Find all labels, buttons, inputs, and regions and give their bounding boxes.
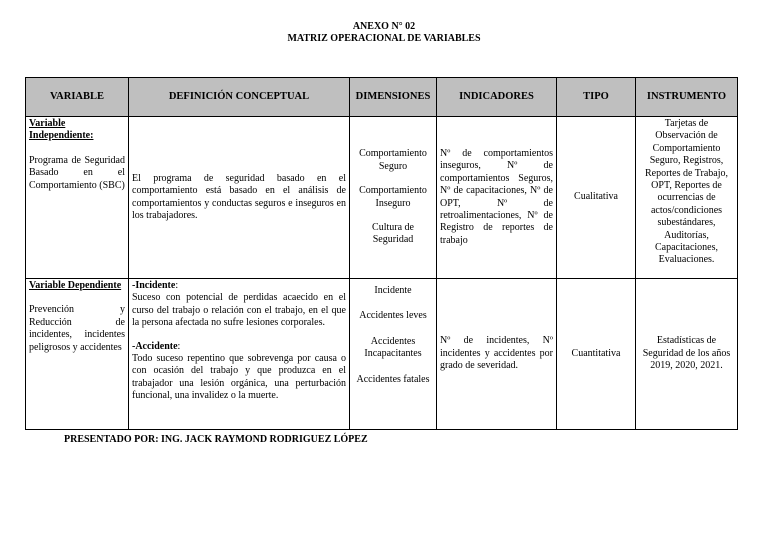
dimensions-cell xyxy=(350,279,437,430)
incident-definition-text: Suceso con potencial de perdidas acaecido en el curso del trabajo o relación con el trabajo, en el que la persona afectada no sufre lesiones corporales. xyxy=(132,292,346,329)
variable-cell xyxy=(26,279,129,430)
dimension-item: Comportamiento Inseguro xyxy=(359,185,427,209)
incident-label: -Incidente xyxy=(132,280,176,291)
column-header-variable: VARIABLE xyxy=(26,78,129,117)
instrument-cell: Estadísticas de Seguridad de los años 2019, 2020, 2021. xyxy=(636,279,738,430)
table-row xyxy=(26,117,738,279)
variable-title: Variable Independiente: xyxy=(29,118,94,142)
document-title: MATRIZ OPERACIONAL DE VARIABLES xyxy=(287,33,481,44)
type-cell: Cuantitativa xyxy=(557,279,636,430)
column-header-definition: DEFINICIÓN CONCEPTUAL xyxy=(129,78,350,117)
variable-cell xyxy=(26,117,129,279)
instrument-cell: Tarjetas de Observación de Comportamiento Seguro, Registros, Reportes de Trabajo, OPT, Reportes de ocurrencias de actos/condiciones subestándares, Auditorías, Capacitaciones, Evaluaciones. xyxy=(636,117,738,279)
presented-by: PRESENTADO POR: ING. JACK RAYMOND RODRIGUEZ LÓPEZ xyxy=(64,434,368,445)
accident-label-colon: : xyxy=(177,340,181,352)
definition-cell: El programa de seguridad basado en el comportamiento está basado en el análisis de comportamientos y conductas seguros e inseguros en los trabajadores. xyxy=(129,117,350,279)
variables-matrix-table xyxy=(25,77,738,430)
dimension-item: Cultura de Seguridad xyxy=(372,221,414,246)
accident-definition xyxy=(132,341,346,353)
incident-definition xyxy=(132,280,346,292)
dimension-item: Accidentes leves xyxy=(359,310,427,322)
table-row xyxy=(26,279,738,430)
column-header-indicators: INDICADORES xyxy=(437,78,557,117)
dimensions-cell xyxy=(350,117,437,279)
dimension-item: Accidentes fatales xyxy=(356,373,430,385)
column-header-type: TIPO xyxy=(557,78,636,117)
column-header-dimensions: DIMENSIONES xyxy=(350,78,437,117)
indicators-cell: Nº de comportamientos inseguros, Nº de comportamientos Seguros, Nº de capacitaciones, Nº de OPT, Nº de retroalimentaciones, Nº de Registro de reportes de trabajo xyxy=(437,117,557,279)
variable-title: Variable Dependiente xyxy=(29,280,122,291)
variable-description: Prevención y Reducción de incidentes, incidentes peligrosos y accidentes xyxy=(29,304,125,353)
dimension-item: Comportamiento Seguro xyxy=(359,148,427,172)
dimension-item: Accidentes Incapacitantes xyxy=(364,335,422,360)
type-cell: Cualitativa xyxy=(557,117,636,279)
accident-definition-text: Todo suceso repentino que sobrevenga por causa o con ocasión del trabajo y que produzca en el trabajador una lesión orgánica, una perturbación funcional, una invalidez o la muerte. xyxy=(132,353,346,402)
indicators-cell: Nº de incidentes, Nº incidentes y accidentes por grado de severidad. xyxy=(437,279,557,430)
definition-cell xyxy=(129,279,350,430)
incident-label-colon: : xyxy=(175,280,179,291)
table-header-row xyxy=(26,78,738,117)
dimension-item: Incidente xyxy=(374,285,412,296)
column-header-instrument: INSTRUMENTO xyxy=(636,78,738,117)
accident-label: -Accidente xyxy=(132,340,178,352)
annex-number: ANEXO N° 02 xyxy=(352,21,416,32)
variable-description: Programa de Seguridad Basado en el Comportamiento (SBC) xyxy=(29,154,125,191)
